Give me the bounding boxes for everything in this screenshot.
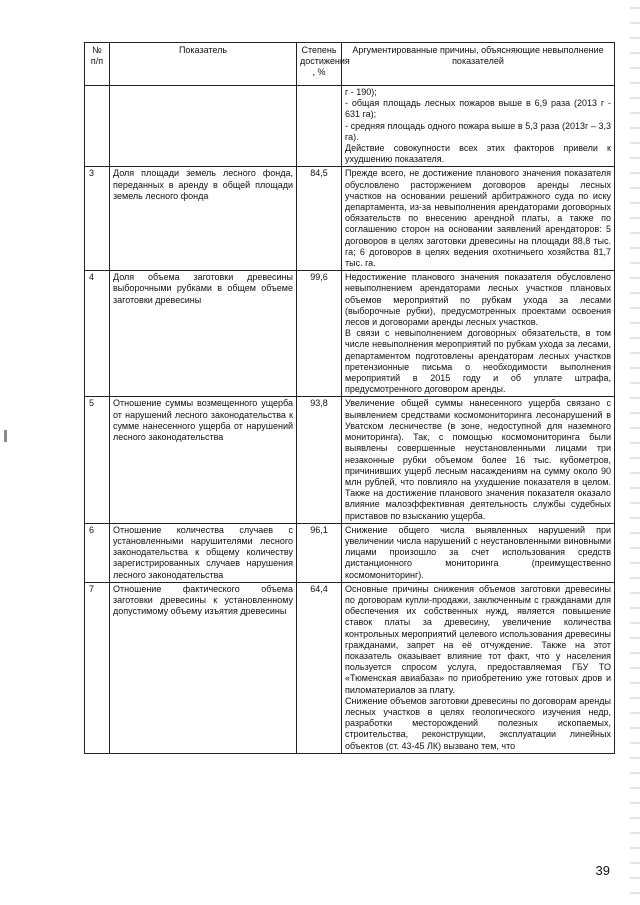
- cell-reasons: [342, 582, 615, 753]
- cell-indicator: Отношение количества случаев с установленными нарушителями лесного законодательства к общему количеству зарегистрированных случаев нарушения лесного законодательства: [110, 523, 297, 582]
- scan-mark: [4, 430, 7, 442]
- table-row: [85, 271, 615, 397]
- header-reasons: Аргументированные причины, объясняющие невыполнение показателей: [342, 43, 615, 86]
- reason-paragraph: Снижение объемов заготовки древесины по договорам аренды лесных участков в целях геологического изучения недр, разработки месторождений полезных ископаемых, строительства, реконструкции, эксплуатации линейных объектов (ст. 43-45 ЛК) вызвано тем, что: [345, 695, 611, 751]
- reason-line: Действие совокупности всех этих факторов привели к ухудшению показателя.: [345, 143, 611, 165]
- reason-line: г - 190);: [345, 87, 377, 97]
- cell-reasons: [342, 523, 615, 582]
- reason-paragraph: В связи с невыполнением договорных обязательств, в том числе невыполнения мероприятий по рубкам ухода за лесами, департаментом подготовлены арендаторам лесных участков претензионные письма о необходимости выполнения мероприятий в 2015 году и об уплате штрафа, предусмотренного договором аренды.: [345, 328, 611, 395]
- cell-num: [85, 86, 110, 167]
- cell-reasons: [342, 271, 615, 397]
- cell-num: 7: [85, 582, 110, 753]
- reason-paragraph: Прежде всего, не достижение планового значения показателя обусловлено расторжением договоров аренды лесных участков на основании решений арбитражного суда по иску департамента, из-за невыполнения арендаторами договорных обязательств по внесению арендной платы, а также по соглашению сторон на основании заявлений арендаторов: 5 договоров в целях заготовки древесины на площади 88,8 тыс. га; 6 договоров в целях ведения охотничьего хозяйства 81,7 тыс. га.: [345, 168, 611, 269]
- table-row-continuation: [85, 86, 615, 167]
- cell-degree: 96,1: [297, 523, 342, 582]
- cell-reasons: [342, 397, 615, 523]
- reason-paragraph: Увеличение общей суммы нанесенного ущерба связано с выявлением средствами космомониторинга лесонарушений в Уватском лесничестве (в зоне, недоступной для наземного мониторинга). Так, с помощью космомониторинга были выявлены совершенные неустановленными лицами три незаконные рубки объемом более 16 тыс. кубометров, причинивших ущерб лесным насаждениям на сумму около 90 млн рублей, что повлияло на ухудшение показателя в целом. Также на достижение планового значения показателя оказало влияние малоэффективная деятельность службы судебных приставов по взысканию ущерба.: [345, 398, 611, 521]
- reason-line: - средняя площадь одного пожара выше в 5,3 раза (2013г – 3,3 га).: [345, 120, 611, 142]
- cell-degree: 64,4: [297, 582, 342, 753]
- reason-paragraph: Недостижение планового значения показателя обусловлено невыполнением арендаторами лесных участков плановых объемов мероприятий по рубкам ухода за лесами (выборочные рубки), предусмотренных проектами освоения лесов и договорами аренды лесных участков.: [345, 272, 611, 328]
- table-row: [85, 523, 615, 582]
- cell-indicator: Отношение суммы возмещенного ущерба от нарушений лесного законодательства к сумме нанесенного ущерба от нарушений лесного законодательства: [110, 397, 297, 523]
- reason-paragraph: Снижение общего числа выявленных нарушений при увеличении числа нарушений с неустановленными виновными лицами произошло за счет использования средств дистанционного мониторинга (преимущественно космомониторинг).: [345, 524, 611, 580]
- cell-num: 4: [85, 271, 110, 397]
- cell-degree: 93,8: [297, 397, 342, 523]
- header-num: № п/п: [85, 43, 110, 86]
- cell-indicator: Доля площади земель лесного фонда, переданных в аренду в общей площади земель лесного фонда: [110, 167, 297, 271]
- page-number: 39: [595, 863, 610, 878]
- cell-degree: 84,5: [297, 167, 342, 271]
- cell-num: 3: [85, 167, 110, 271]
- cell-num: 6: [85, 523, 110, 582]
- cell-reasons: [342, 167, 615, 271]
- cell-indicator: Отношение фактического объема заготовки древесины к установленному допустимому объему изъятия древесины: [110, 582, 297, 753]
- cell-num: 5: [85, 397, 110, 523]
- header-degree: Степень достижения , %: [297, 43, 342, 86]
- table-row: [85, 582, 615, 753]
- reason-line: - общая площадь лесных пожаров выше в 6,9 раза (2013 г - 631 га);: [345, 98, 611, 120]
- indicators-table: [84, 42, 615, 754]
- scan-edge-artifact: [630, 0, 640, 905]
- reason-paragraph: Основные причины снижения объемов заготовки древесины по договорам купли-продажи, заключенным с гражданами для обеспечения их собственных нужд, является повышение ставок платы за древесину, увеличение количества контрольных мероприятий целевого использования древесины гражданами, запрет на её отчуждение. Также на этот показатель оказывает влияние тот факт, что у населения пользуется спросом услуга, предоставляемая ГБУ ТО «Тюменская авиабаза» по приобретению уже готовых дров и пиломатериалов за плату.: [345, 583, 611, 695]
- header-indicator: Показатель: [110, 43, 297, 86]
- cell-degree: [297, 86, 342, 167]
- cell-degree: 99,6: [297, 271, 342, 397]
- table-row: [85, 397, 615, 523]
- table-row: [85, 167, 615, 271]
- cell-reasons: [342, 86, 615, 167]
- cell-indicator: Доля объема заготовки древесины выборочными рубками в общем объеме заготовки древесины: [110, 271, 297, 397]
- cell-indicator: [110, 86, 297, 167]
- table-header-row: [85, 43, 615, 86]
